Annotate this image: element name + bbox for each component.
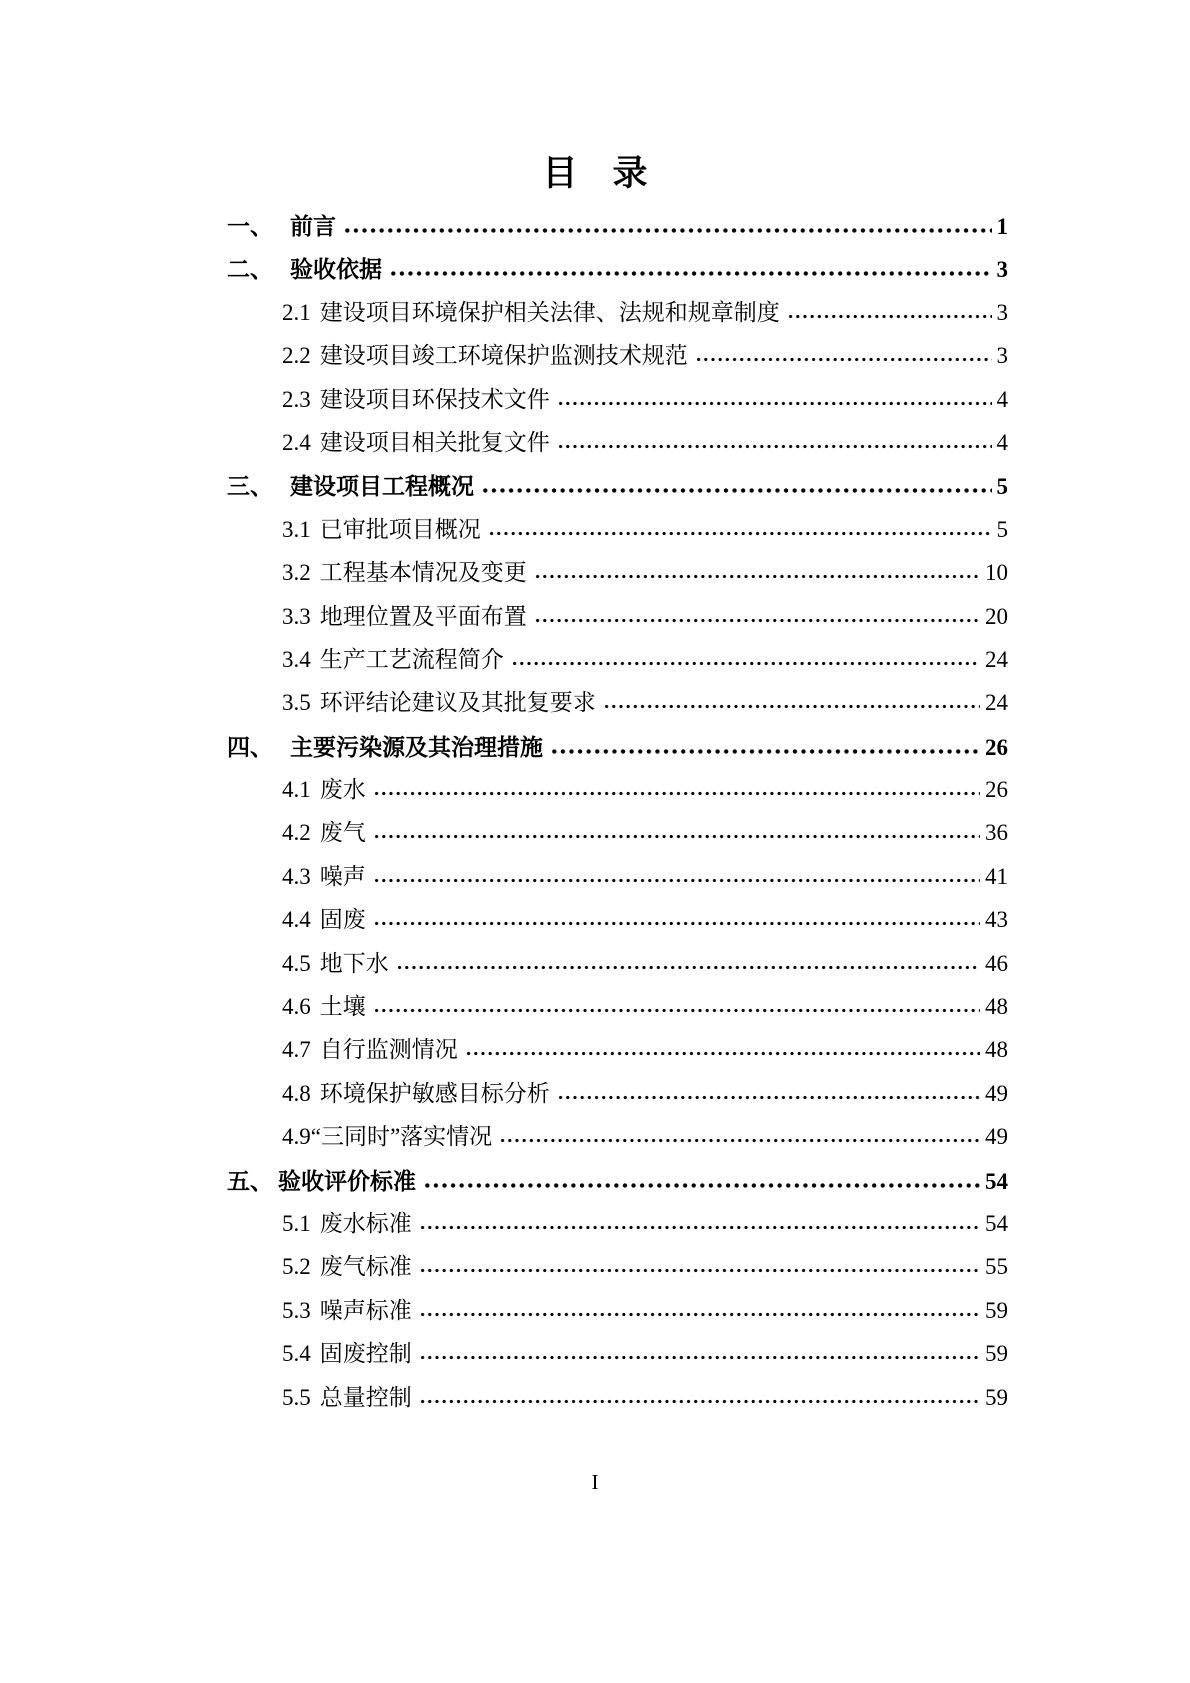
toc-entry [227,645,1008,688]
dot-leader [419,1267,980,1274]
toc-entry-number: 二、 [227,256,273,283]
toc-entry-title: 前言 [290,213,336,239]
toc-entry-title: 建设项目竣工环境保护监测技术规范 [319,343,688,369]
toc-entry-number: 2.4 [282,429,311,455]
page-title: 目 录 [542,154,648,193]
toc-entry [227,1035,1008,1078]
dot-leader [488,530,992,537]
dot-leader [511,660,980,667]
dot-leader [389,270,992,277]
dot-leader [550,748,980,755]
toc-entry-number: 4.7 [282,1037,311,1063]
toc-entry [227,515,1008,558]
toc-entry-title: 废气 [319,820,366,846]
dot-leader [419,1224,980,1231]
toc-entry-title: 噪声 [319,863,366,889]
toc-entry-title: 土壤 [319,994,366,1020]
toc-entry-number: 3.2 [282,560,311,586]
toc-entry-title: 建设项目环保技术文件 [319,386,550,412]
dot-leader [419,1311,980,1318]
toc-entry-number: 4.4 [282,907,311,933]
toc-entry-number: 5.1 [282,1210,311,1236]
toc-entry [227,298,1008,341]
toc-entry-page: 4 [996,386,1008,412]
toc-entry [227,1383,1008,1426]
toc-entry-title: “三同时”落实情况 [310,1124,493,1150]
toc-entry-page: 10 [985,560,1008,586]
toc-entry-title: 噪声标准 [319,1297,412,1323]
toc-entry [227,1122,1008,1165]
toc-entry [227,905,1008,948]
toc-entry-number: 5.2 [282,1254,311,1280]
toc-entry-page: 24 [985,646,1008,672]
dot-leader [481,487,992,494]
toc-entry [227,1079,1008,1122]
toc-entry-number: 一、 [227,213,273,239]
toc-entry-page: 3 [996,299,1008,325]
toc-entry-number: 4.3 [282,863,311,889]
toc-entry-page: 24 [985,690,1008,716]
toc-entry-page: 36 [985,820,1008,846]
toc-entry-number: 四、 [227,733,273,760]
toc-entry-number: 4.2 [282,820,311,846]
toc-entry-page: 54 [985,1210,1008,1236]
toc-entry [227,1166,1008,1209]
dot-leader [534,573,980,580]
toc-entry-number: 4.5 [282,950,311,976]
toc-entry [227,341,1008,384]
toc-entry-page: 55 [985,1254,1008,1280]
toc-entry-title: 验收评价标准 [278,1167,416,1194]
toc-entry-title: 废气标准 [319,1254,412,1280]
toc-entry-page: 54 [985,1168,1008,1194]
toc-entry-page: 48 [985,994,1008,1020]
toc-entry [227,1209,1008,1252]
dot-leader [465,1050,980,1057]
toc-entry-title: 废水 [319,777,366,803]
dot-leader [373,877,980,884]
toc-entry-number: 2.2 [282,343,311,369]
dot-leader [695,356,992,363]
footer-page-number: I [591,1470,599,1494]
toc-entry [227,254,1008,297]
toc-entry-page: 48 [985,1037,1008,1063]
toc-entry-title: 废水标准 [319,1210,412,1236]
toc-entry [227,211,1008,254]
dot-leader [343,227,992,234]
toc-entry-page: 26 [985,734,1008,760]
toc-entry-title: 总量控制 [319,1384,412,1410]
toc-entry [227,471,1008,514]
toc-entry-page: 3 [996,257,1008,283]
toc-entry-title: 建设项目环境保护相关法律、法规和规章制度 [319,299,780,325]
toc-entry-title: 环评结论建议及其批复要求 [319,690,596,716]
dot-leader [373,920,980,927]
toc-entry-page: 1 [996,214,1008,239]
toc-entry [227,992,1008,1035]
toc-entry-page: 4 [996,429,1008,455]
dot-leader [534,617,980,624]
toc-entry [227,558,1008,601]
toc-entry-number: 3.5 [282,690,311,716]
toc-entry-number: 4.1 [282,777,311,803]
toc-entry [227,602,1008,645]
dot-leader [603,703,980,710]
toc-entry [227,385,1008,428]
toc-entry-number: 5.5 [282,1384,311,1410]
toc-entry [227,1252,1008,1295]
toc-entry-page: 41 [985,863,1008,889]
toc-entry-page: 59 [985,1297,1008,1323]
dot-leader [787,313,992,320]
toc-entry-number: 5.3 [282,1297,311,1323]
toc-entry-page: 5 [996,516,1008,542]
toc-entry-title: 验收依据 [290,256,382,283]
toc-entry-title: 地理位置及平面布置 [319,603,527,629]
toc-entry-number: 五、 [227,1167,273,1194]
toc-entry [227,688,1008,731]
toc-entry [227,1339,1008,1382]
toc-entry-title: 固废控制 [319,1341,412,1367]
toc-entry-title: 环境保护敏感目标分析 [319,1080,550,1106]
dot-leader [557,443,992,450]
toc-entry-title: 生产工艺流程简介 [319,646,504,672]
toc-entry [227,428,1008,471]
toc-entry-title: 固废 [319,907,366,933]
toc-entry-page: 5 [996,474,1008,500]
dot-leader [419,1354,980,1361]
toc-entry-number: 3.4 [282,646,311,672]
toc-entry-page: 20 [985,603,1008,629]
toc-entry-title: 主要污染源及其治理措施 [290,733,543,760]
toc-entry-page: 59 [985,1341,1008,1367]
dot-leader [396,964,980,971]
toc-entry-number: 4.6 [282,994,311,1020]
dot-leader [499,1137,980,1144]
toc-entry-number: 三、 [227,473,273,500]
dot-leader [373,833,980,840]
toc-entry-page: 49 [985,1124,1008,1150]
toc-entry-page: 3 [996,343,1008,369]
toc-entry-title: 已审批项目概况 [319,516,481,542]
toc-entry-number: 2.3 [282,386,311,412]
dot-leader [557,400,992,407]
toc-entry-number: 3.3 [282,603,311,629]
dot-leader [373,790,980,797]
toc-entry-page: 49 [985,1080,1008,1106]
dot-leader [419,1398,980,1405]
toc-entry-number: 4.8 [282,1080,311,1106]
toc-entry-title: 地下水 [319,950,389,976]
toc-entry [227,1296,1008,1339]
dot-leader [423,1182,980,1189]
toc-entry-page: 46 [985,950,1008,976]
dot-leader [557,1094,980,1101]
toc-entry-page: 43 [985,907,1008,933]
toc-entry [227,775,1008,818]
toc-entry [227,732,1008,775]
toc-list [227,211,1008,1426]
toc-entry-number: 5.4 [282,1341,311,1367]
toc-entry-number: 3.1 [282,516,311,542]
toc-entry [227,862,1008,905]
toc-entry-title: 工程基本情况及变更 [319,560,527,586]
toc-entry-title: 建设项目相关批复文件 [319,429,550,455]
toc-entry [227,949,1008,992]
toc-entry-page: 59 [985,1384,1008,1410]
dot-leader [373,1007,980,1014]
toc-entry-title: 自行监测情况 [319,1037,458,1063]
toc-entry-title: 建设项目工程概况 [290,473,474,500]
toc-entry-number: 2.1 [282,299,311,325]
toc-entry [227,818,1008,861]
toc-entry-page: 26 [985,777,1008,803]
toc-entry-number: 4.9 [282,1124,311,1150]
